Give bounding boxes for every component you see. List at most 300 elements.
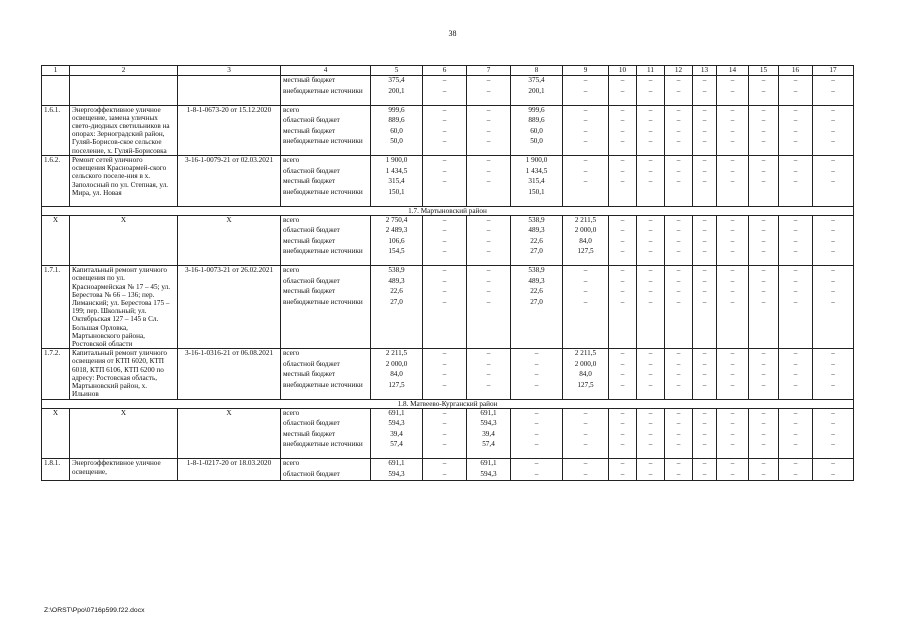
amount-value: 538,9 xyxy=(528,266,545,275)
amount-value: – xyxy=(648,226,653,235)
funding-source-label: внебюджетные источники xyxy=(283,86,363,95)
amount-value: – xyxy=(583,459,588,468)
amount-value: 999,6 xyxy=(528,105,545,114)
amount-value: – xyxy=(761,76,766,84)
amount-value: – xyxy=(620,116,625,124)
value-cell xyxy=(371,215,423,266)
amount-value: – xyxy=(620,247,625,256)
value-cell xyxy=(749,266,779,349)
amount-value: – xyxy=(761,287,766,296)
value-cell xyxy=(637,349,665,400)
amount-value: – xyxy=(648,349,653,358)
amount-value: – xyxy=(831,380,835,389)
amount-value: 2 211,5 xyxy=(574,215,597,224)
amount-value: – xyxy=(761,440,766,449)
table-row xyxy=(42,105,854,156)
amount-value: – xyxy=(702,86,707,95)
value-cell xyxy=(779,105,813,156)
amount-value: – xyxy=(793,459,798,468)
amount-value: – xyxy=(793,440,798,449)
amount-value: – xyxy=(534,429,539,438)
amount-value: 127,5 xyxy=(388,380,405,389)
amount-value: 27,0 xyxy=(530,297,543,306)
value-cell xyxy=(665,215,693,266)
amount-value: – xyxy=(702,370,707,379)
amount-value: – xyxy=(831,408,835,417)
value-cell xyxy=(423,408,467,459)
amount-value: – xyxy=(730,86,735,95)
amount-value: – xyxy=(583,287,588,296)
amount-value: – xyxy=(831,166,835,175)
amount-value: – xyxy=(583,297,588,306)
amount-value: 127,5 xyxy=(577,380,594,389)
amount-value: – xyxy=(534,408,539,417)
amount-value: – xyxy=(831,287,835,296)
value-cell xyxy=(371,349,423,400)
amount-value: – xyxy=(702,429,707,438)
amount-value: 691,1 xyxy=(480,459,497,468)
amount-value: – xyxy=(442,137,447,145)
amount-value: 889,6 xyxy=(388,116,405,124)
amount-value: – xyxy=(702,215,707,224)
amount-value: 889,6 xyxy=(528,116,545,124)
amount-value: – xyxy=(486,126,491,135)
amount-value: – xyxy=(793,359,798,368)
amount-value: – xyxy=(831,297,835,306)
amount-value: – xyxy=(534,440,539,449)
amount-value: – xyxy=(486,266,491,275)
amount-value: – xyxy=(761,105,766,114)
amount-value: 200,1 xyxy=(388,86,405,95)
value-cell xyxy=(717,459,749,481)
value-cell xyxy=(423,76,467,106)
amount-value: 1 434,5 xyxy=(385,166,408,175)
amount-value: – xyxy=(730,226,735,235)
amount-value xyxy=(469,188,508,206)
amount-value: 489,3 xyxy=(528,226,545,235)
amount-value: – xyxy=(793,380,798,389)
funding-source-label: областной бюджет xyxy=(283,469,340,478)
amount-value: – xyxy=(831,86,835,95)
budget-table xyxy=(41,65,854,481)
amount-value: – xyxy=(761,247,766,256)
amount-value: – xyxy=(702,266,707,275)
amount-value: – xyxy=(486,86,491,95)
amount-value: 538,9 xyxy=(388,266,405,275)
value-cell xyxy=(637,408,665,459)
item-number: 1.7.1. xyxy=(42,266,70,349)
funding-source-cell xyxy=(281,459,371,481)
value-cell xyxy=(637,215,665,266)
funding-source-label: всего xyxy=(283,408,300,417)
value-cell xyxy=(467,408,511,459)
amount-value: – xyxy=(702,116,707,124)
amount-value: – xyxy=(620,408,625,417)
amount-value: – xyxy=(730,297,735,306)
amount-value: – xyxy=(702,359,707,368)
amount-value: 691,1 xyxy=(388,408,405,417)
funding-source-label: внебюджетные источники xyxy=(283,297,363,306)
amount-value: – xyxy=(831,419,835,428)
amount-value: – xyxy=(620,166,625,175)
amount-value: 2 000,0 xyxy=(574,359,597,368)
amount-value xyxy=(751,188,776,206)
funding-source-cell xyxy=(281,105,371,156)
value-cell xyxy=(749,76,779,106)
amount-value: – xyxy=(730,419,735,428)
value-cell xyxy=(813,459,854,481)
amount-value: – xyxy=(761,226,766,235)
amount-value: – xyxy=(442,247,447,256)
amount-value: – xyxy=(676,226,681,235)
value-cell xyxy=(609,408,637,459)
funding-source-label: местный бюджет xyxy=(283,370,336,379)
amount-value: – xyxy=(583,105,588,114)
value-cell xyxy=(717,156,749,207)
amount-value: – xyxy=(702,105,707,114)
value-cell xyxy=(637,76,665,106)
amount-value: – xyxy=(730,440,735,449)
amount-value: – xyxy=(730,429,735,438)
amount-value: – xyxy=(442,76,447,84)
amount-value: – xyxy=(583,408,588,417)
amount-value: – xyxy=(620,469,625,478)
amount-value: – xyxy=(486,247,491,256)
amount-value: – xyxy=(486,105,491,114)
amount-value: 27,0 xyxy=(390,297,403,306)
amount-value: – xyxy=(702,247,707,256)
column-number-cell: 9 xyxy=(563,66,609,76)
value-cell xyxy=(813,215,854,266)
amount-value: – xyxy=(676,408,681,417)
funding-source-label: местный бюджет xyxy=(283,429,336,438)
amount-value: – xyxy=(761,86,766,95)
amount-value: – xyxy=(676,370,681,379)
amount-value: – xyxy=(793,166,798,175)
amount-value: – xyxy=(648,459,653,468)
amount-value: – xyxy=(676,287,681,296)
amount-value: – xyxy=(442,297,447,306)
value-cell xyxy=(813,76,854,106)
amount-value: – xyxy=(702,419,707,428)
value-cell xyxy=(423,349,467,400)
amount-value: – xyxy=(442,349,447,358)
value-cell xyxy=(609,105,637,156)
value-cell xyxy=(665,105,693,156)
amount-value: – xyxy=(583,116,588,124)
amount-value: – xyxy=(676,126,681,135)
funding-source-label: местный бюджет xyxy=(283,236,336,245)
amount-value: – xyxy=(676,459,681,468)
funding-source-label: внебюджетные источники xyxy=(283,380,363,389)
amount-value: – xyxy=(831,226,835,235)
section-title: 1.8. Матвеево-Курганский район xyxy=(42,399,854,408)
item-document: X xyxy=(178,408,281,459)
amount-value: – xyxy=(442,226,447,235)
item-number: X xyxy=(42,215,70,266)
amount-value: – xyxy=(648,380,653,389)
amount-value: 60,0 xyxy=(530,126,543,135)
amount-value: 2 000,0 xyxy=(385,359,408,368)
amount-value: 106,6 xyxy=(388,236,405,245)
amount-value: – xyxy=(793,86,798,95)
amount-value: – xyxy=(831,459,835,468)
amount-value: 315,4 xyxy=(528,177,545,185)
amount-value: – xyxy=(702,177,707,185)
amount-value xyxy=(719,188,746,206)
amount-value: – xyxy=(831,156,835,164)
funding-source-label: областной бюджет xyxy=(283,276,340,285)
section-row xyxy=(42,206,854,215)
amount-value: – xyxy=(486,349,491,358)
amount-value: – xyxy=(583,137,588,145)
amount-value: – xyxy=(620,177,625,185)
item-name: Энергоэффективное уличное освещение, замена уличных свето-диодных светильников на опорах: Зерноградский район, Гуляй-Борисов-ское сельское поселение, х. Гуляй-Борисовка xyxy=(70,105,178,156)
value-cell xyxy=(511,266,563,349)
funding-source-label: местный бюджет xyxy=(283,177,336,185)
amount-value: – xyxy=(761,166,766,175)
amount-value: – xyxy=(761,266,766,275)
column-number-cell: 8 xyxy=(511,66,563,76)
table-row xyxy=(42,266,854,349)
amount-value: – xyxy=(730,177,735,185)
value-cell xyxy=(371,76,423,106)
column-number-cell: 10 xyxy=(609,66,637,76)
amount-value: – xyxy=(793,116,798,124)
amount-value: – xyxy=(702,469,707,478)
amount-value: – xyxy=(620,126,625,135)
amount-value: – xyxy=(676,440,681,449)
value-cell xyxy=(467,156,511,207)
value-cell xyxy=(467,215,511,266)
amount-value: 39,4 xyxy=(482,429,495,438)
amount-value: – xyxy=(620,137,625,145)
amount-value: – xyxy=(702,349,707,358)
amount-value: – xyxy=(730,236,735,245)
amount-value: – xyxy=(831,359,835,368)
value-cell xyxy=(693,266,717,349)
value-cell xyxy=(637,459,665,481)
amount-value: – xyxy=(730,215,735,224)
amount-value: 691,1 xyxy=(480,408,497,417)
funding-source-label: местный бюджет xyxy=(283,287,336,296)
funding-source-label: внебюджетные источники xyxy=(283,440,363,449)
value-cell xyxy=(423,156,467,207)
amount-value: – xyxy=(761,429,766,438)
amount-value: – xyxy=(793,419,798,428)
amount-value: – xyxy=(442,116,447,124)
value-cell xyxy=(749,408,779,459)
amount-value: – xyxy=(442,177,447,185)
value-cell xyxy=(563,215,609,266)
amount-value: – xyxy=(620,226,625,235)
amount-value: 154,5 xyxy=(388,247,405,256)
amount-value: – xyxy=(676,276,681,285)
amount-value: – xyxy=(620,380,625,389)
value-cell xyxy=(467,105,511,156)
item-name: Капитальный ремонт уличного освещения от КТП 6020, КТП 6018, КТП 6106, КТП 6200 по адресу: Ростовская область, Мартыновский район, х. Ильинов xyxy=(70,349,178,400)
item-document: 1-8-1-0217-20 от 18.03.2020 xyxy=(178,459,281,481)
amount-value: – xyxy=(676,116,681,124)
amount-value: – xyxy=(648,419,653,428)
amount-value: – xyxy=(831,440,835,449)
amount-value: – xyxy=(676,266,681,275)
amount-value: – xyxy=(676,469,681,478)
amount-value: – xyxy=(761,408,766,417)
amount-value: 84,0 xyxy=(579,236,592,245)
amount-value: – xyxy=(761,276,766,285)
amount-value: – xyxy=(831,236,835,245)
value-cell xyxy=(511,459,563,481)
amount-value: 50,0 xyxy=(390,137,403,145)
amount-value: 1 900,0 xyxy=(525,156,548,164)
value-cell xyxy=(717,266,749,349)
amount-value xyxy=(667,188,690,206)
amount-value: – xyxy=(831,126,835,135)
amount-value: – xyxy=(620,419,625,428)
amount-value: – xyxy=(620,459,625,468)
amount-value: 50,0 xyxy=(530,137,543,145)
value-cell xyxy=(423,215,467,266)
value-cell xyxy=(511,105,563,156)
amount-value: – xyxy=(583,86,588,95)
amount-value: – xyxy=(648,105,653,114)
amount-value: – xyxy=(676,86,681,95)
column-number-cell: 13 xyxy=(693,66,717,76)
value-cell xyxy=(749,156,779,207)
amount-value: – xyxy=(761,349,766,358)
value-cell xyxy=(467,266,511,349)
amount-value: – xyxy=(831,429,835,438)
amount-value: 84,0 xyxy=(579,370,592,379)
amount-value: – xyxy=(702,440,707,449)
value-cell xyxy=(423,105,467,156)
amount-value: – xyxy=(676,380,681,389)
amount-value: – xyxy=(793,408,798,417)
amount-value: – xyxy=(702,156,707,164)
amount-value: 60,0 xyxy=(390,126,403,135)
value-cell xyxy=(693,349,717,400)
amount-value: – xyxy=(620,236,625,245)
amount-value: – xyxy=(761,156,766,164)
value-cell xyxy=(813,408,854,459)
amount-value: 489,3 xyxy=(388,276,405,285)
amount-value: – xyxy=(676,137,681,145)
amount-value: – xyxy=(793,177,798,185)
amount-value: – xyxy=(676,76,681,84)
amount-value: – xyxy=(583,266,588,275)
value-cell xyxy=(665,76,693,106)
column-number-cell: 7 xyxy=(467,66,511,76)
amount-value: – xyxy=(676,419,681,428)
amount-value: – xyxy=(648,408,653,417)
amount-value: – xyxy=(676,247,681,256)
amount-value: – xyxy=(534,359,539,368)
amount-value: – xyxy=(702,297,707,306)
amount-value: – xyxy=(583,76,588,84)
amount-value: 538,9 xyxy=(528,215,545,224)
table-row xyxy=(42,76,854,106)
value-cell xyxy=(609,76,637,106)
value-cell xyxy=(693,105,717,156)
amount-value: – xyxy=(486,137,491,145)
amount-value: – xyxy=(534,349,539,358)
value-cell xyxy=(563,105,609,156)
value-cell xyxy=(665,349,693,400)
amount-value: – xyxy=(761,419,766,428)
value-cell xyxy=(371,408,423,459)
amount-value: – xyxy=(442,287,447,296)
value-cell xyxy=(717,215,749,266)
amount-value: – xyxy=(761,116,766,124)
amount-value: – xyxy=(702,287,707,296)
value-cell xyxy=(779,215,813,266)
amount-value: – xyxy=(730,287,735,296)
value-cell xyxy=(749,459,779,481)
amount-value: – xyxy=(442,419,447,428)
amount-value: – xyxy=(620,86,625,95)
amount-value: – xyxy=(761,459,766,468)
item-document: 3-16-1-0079-21 от 02.03.2021 xyxy=(178,156,281,207)
amount-value: – xyxy=(793,215,798,224)
amount-value: – xyxy=(831,116,835,124)
funding-source-label: областной бюджет xyxy=(283,116,340,124)
funding-source-cell xyxy=(281,349,371,400)
amount-value: – xyxy=(442,380,447,389)
amount-value: – xyxy=(793,126,798,135)
funding-source-label: областной бюджет xyxy=(283,226,340,235)
amount-value: – xyxy=(620,105,625,114)
amount-value: – xyxy=(730,116,735,124)
amount-value: – xyxy=(620,156,625,164)
value-cell xyxy=(511,156,563,207)
value-cell xyxy=(813,105,854,156)
amount-value: – xyxy=(583,156,588,164)
value-cell xyxy=(371,105,423,156)
amount-value: – xyxy=(442,359,447,368)
amount-value: – xyxy=(793,137,798,145)
amount-value: – xyxy=(730,166,735,175)
item-document xyxy=(178,76,281,106)
amount-value: – xyxy=(676,429,681,438)
amount-value: – xyxy=(761,380,766,389)
amount-value: – xyxy=(761,469,766,478)
amount-value: – xyxy=(831,349,835,358)
amount-value: – xyxy=(620,215,625,224)
amount-value: – xyxy=(761,370,766,379)
amount-value: – xyxy=(620,266,625,275)
amount-value: – xyxy=(486,156,491,164)
amount-value xyxy=(781,188,810,206)
amount-value: – xyxy=(761,137,766,145)
value-cell xyxy=(665,408,693,459)
amount-value: 594,3 xyxy=(480,419,497,428)
amount-value: – xyxy=(583,177,588,185)
value-cell xyxy=(563,408,609,459)
funding-source-cell xyxy=(281,266,371,349)
funding-source-cell xyxy=(281,215,371,266)
value-cell xyxy=(609,266,637,349)
value-cell xyxy=(563,459,609,481)
amount-value: – xyxy=(793,287,798,296)
amount-value: – xyxy=(648,266,653,275)
value-cell xyxy=(813,156,854,207)
amount-value: – xyxy=(442,86,447,95)
amount-value: – xyxy=(534,419,539,428)
amount-value: – xyxy=(486,177,491,185)
amount-value: – xyxy=(648,276,653,285)
value-cell xyxy=(693,459,717,481)
